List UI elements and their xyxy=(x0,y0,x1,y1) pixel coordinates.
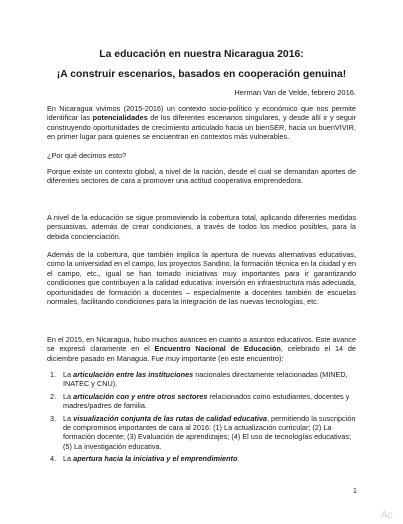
list-item-number: 2. xyxy=(50,391,57,401)
paragraph-encounter-text-a: En el 2015, en Nicaragua, hubo muchos avances en cuanto a asuntos educativos. Este avance se expresó claramente en el xyxy=(47,335,356,354)
title-line-1: La educación en nuestra Nicaragua 2016: xyxy=(99,49,304,60)
list-item-emphasis: articulación con y entre otros sectores xyxy=(73,391,208,401)
paragraph-intro-bold: potencialidades xyxy=(92,113,148,123)
list-item xyxy=(47,370,356,389)
list-item-rest: , permitiendo la suscripción de compromisos importantes de cara al 2016: (1) La actualización curricular; (2) La formación docente; (3) Evaluación de aprendizajes; (4) El uso de tecnologías educativas; (5) La investigación educativa. xyxy=(63,413,356,451)
list-item-prefix: La xyxy=(63,413,74,423)
list-item-number: 1. xyxy=(50,370,57,379)
list-item-emphasis: visualización conjunta de las rutas de calidad educativa xyxy=(73,413,267,423)
paragraph-intro-text-a: En Nicaragua vivimos (2015-2016) un contexto socio-político y económico que nos permite identificar las xyxy=(47,104,356,123)
title-line-2: ¡A construir escenarios, basados en cooperación genuina! xyxy=(56,69,347,80)
list-item-prefix: La xyxy=(63,370,74,379)
paragraph-encounter-text-c: , celebrado el 14 de diciembre pasado en Managua. Fue muy importante (en este encuentro): xyxy=(47,344,356,363)
paragraph-context: Porque existe un contexto global, a nivel de la nación, desde el cual se demandan aportes de diferentes sectores de cara a promover una actitud cooperativa emprendedora. xyxy=(47,167,356,186)
list-item xyxy=(47,454,356,463)
paragraph-question: ¿Por qué decimos esto? xyxy=(47,151,127,160)
page-number: 1 xyxy=(353,488,357,495)
paragraph-encounter xyxy=(47,335,356,363)
list-item xyxy=(47,414,356,452)
numbered-list xyxy=(47,370,356,467)
list-item xyxy=(47,392,356,411)
list-item-prefix: La xyxy=(63,391,74,401)
paragraph-coverage: A nivel de la educación se sigue promoviendo la cobertura total, aplicando diferentes medidas persuasivas, además de crear condiciones, a través de todos los medios posibles, para la debida concienciación. xyxy=(47,213,356,241)
list-item-number: 3. xyxy=(50,413,57,423)
paragraph-intro-text-c: de los diferentes escenarios singulares, y desde allí ir y seguir construyendo oportunidades de crecimiento articulado hacia un bienSER, hacia un buenVIVIR, en primer lugar para quienes se encuentran en contextos más vulnerables. xyxy=(47,113,356,142)
author-date: Herman Van de Velde, febrero 2016. xyxy=(234,88,356,97)
paragraph-quality: Además de la cobertura, que también implica la apertura de nuevas alternativas educativas, como la universidad en el campo, los proyectos Sandino, la formación técnica en la ciudad y en el campo, etc., igual se han tomado iniciativas muy importantes para ir garantizando condiciones que contribuyen a la calidad educativa: inversión en infraestructura más adecuada, oportunidades de formación a docentes – especialmente a docentes también de escuelas normales, facilitando condiciones para la integración de las nuevas tecnologías, etc. xyxy=(47,250,356,307)
list-item-rest: nacionales directamente relacionadas (MINED, INATEC y CNU). xyxy=(63,370,348,389)
paragraph-encounter-bold: Encuentro Nacional de Educación xyxy=(154,344,281,354)
paragraph-intro xyxy=(47,104,356,142)
list-item-number: 4. xyxy=(50,454,57,464)
list-item-rest: relacionados como estudiantes, docentes y madres/padres de familia. xyxy=(63,391,350,411)
corner-watermark: Ac xyxy=(381,510,393,521)
list-item-emphasis: articulación entre las instituciones xyxy=(73,370,194,379)
list-item-prefix: La xyxy=(63,454,74,464)
list-item-rest: . xyxy=(237,454,240,464)
list-item-emphasis: apertura hacia la iniciativa y el emprendimiento xyxy=(73,454,238,464)
